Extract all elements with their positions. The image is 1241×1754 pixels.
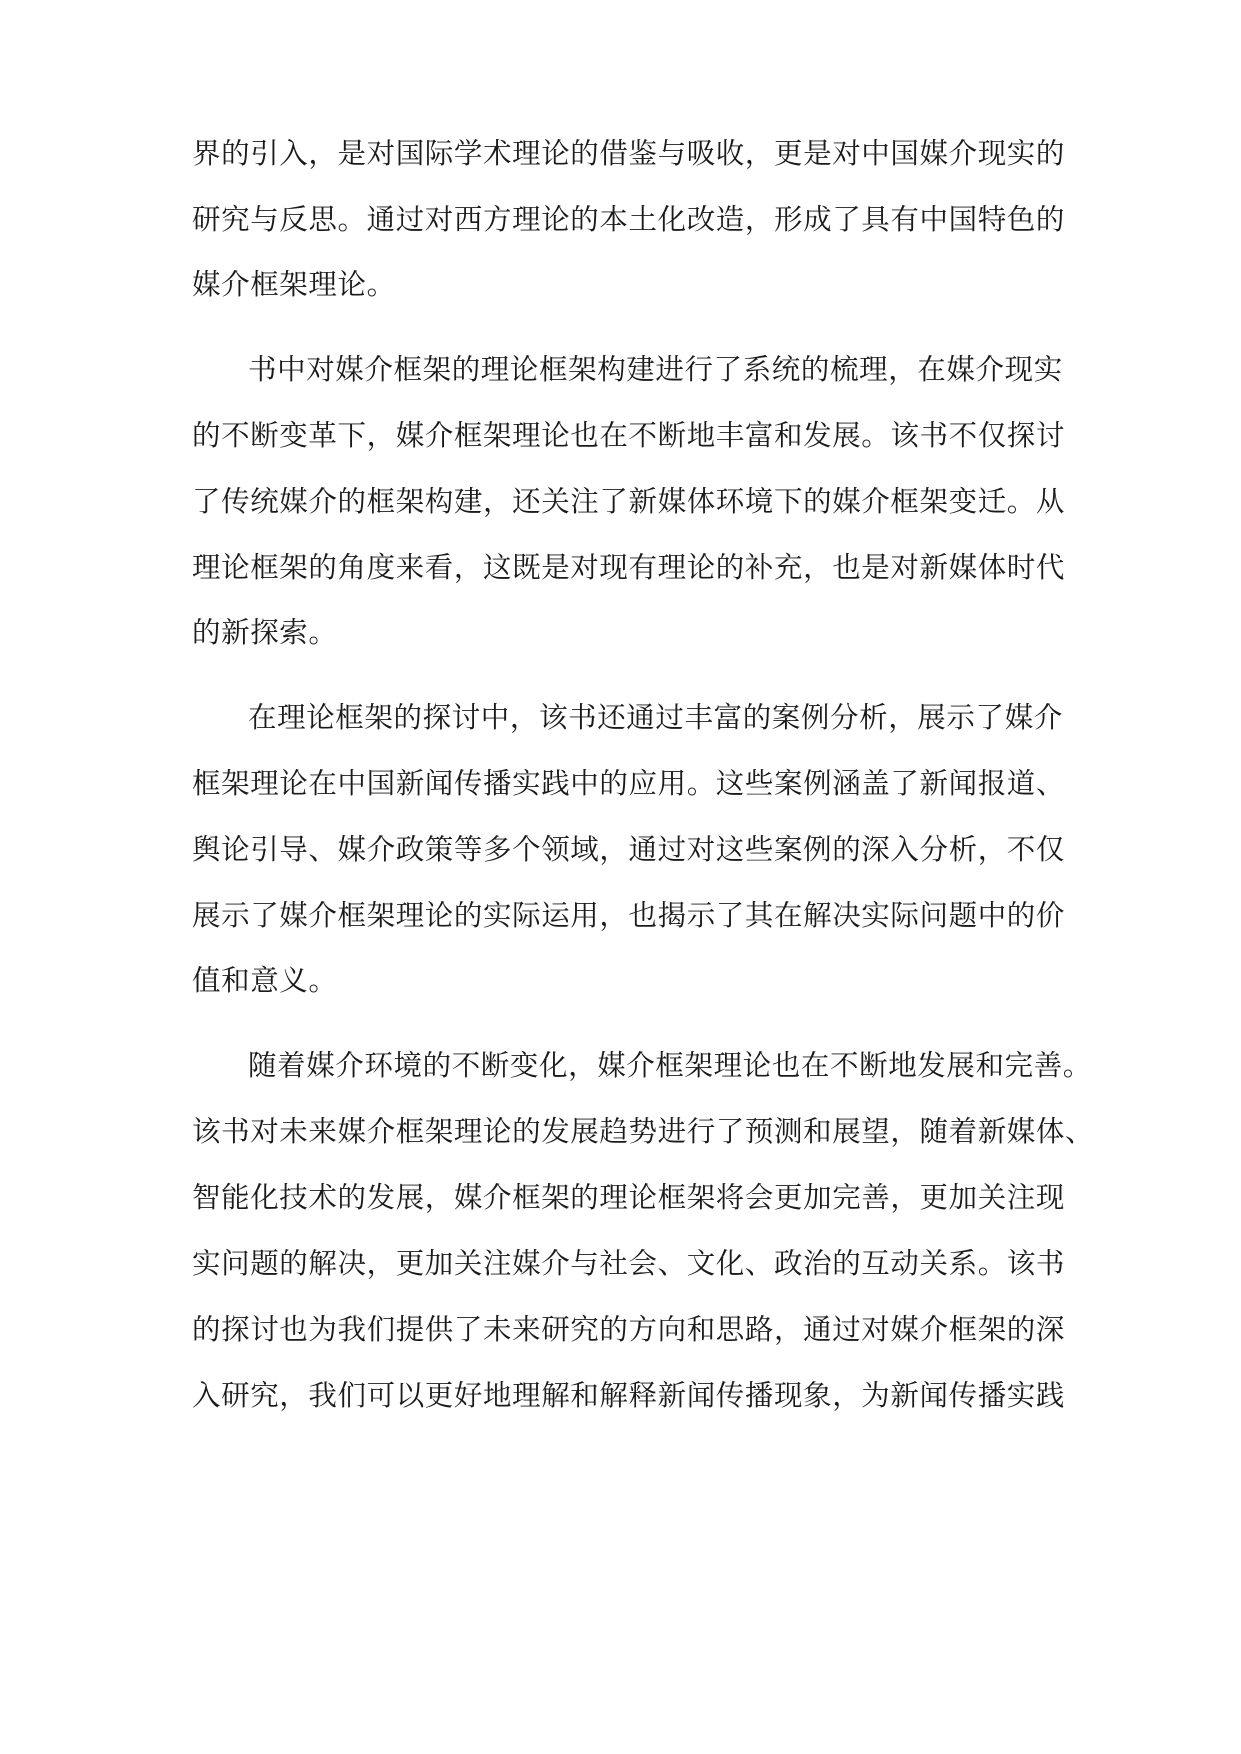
paragraph-1-line-3: 媒介框架理论。 (192, 268, 396, 301)
paragraph-2-line-5: 的新探索。 (192, 616, 338, 649)
paragraph-4-line-5: 的探讨也为我们提供了未来研究的方向和思路，通过对媒介框架的深 (192, 1313, 1066, 1346)
paragraph-2-line-2: 的不断变革下，媒介框架理论也在不断地丰富和发展。该书不仅探讨 (192, 419, 1066, 452)
paragraph-1-line-2: 研究与反思。通过对西方理论的本土化改造，形成了具有中国特色的 (192, 203, 1066, 236)
paragraph-2-line-3: 了传统媒介的框架构建，还关注了新媒体环境下的媒介框架变迁。从 (192, 485, 1066, 518)
paragraph-3-line-5: 值和意义。 (192, 964, 338, 997)
paragraph-4-line-3: 智能化技术的发展，媒介框架的理论框架将会更加完善，更加关注现 (192, 1181, 1066, 1214)
paragraph-3-line-4: 展示了媒介框架理论的实际运用，也揭示了其在解决实际问题中的价 (192, 899, 1066, 932)
paragraph-2-line-1: 书中对媒介框架的理论框架构建进行了系统的梳理，在媒介现实 (248, 353, 1063, 386)
paragraph-1-line-1: 界的引入，是对国际学术理论的借鉴与吸收，更是对中国媒介现实的 (192, 137, 1066, 170)
paragraph-4-line-4: 实问题的解决，更加关注媒介与社会、文化、政治的互动关系。该书 (192, 1247, 1066, 1280)
paragraph-3-line-3: 舆论引导、媒介政策等多个领域，通过对这些案例的深入分析，不仅 (192, 833, 1066, 866)
paragraph-4-line-1: 随着媒介环境的不断变化，媒介框架理论也在不断地发展和完善。 (248, 1049, 1092, 1082)
paragraph-3-line-1: 在理论框架的探讨中，该书还通过丰富的案例分析，展示了媒介 (248, 701, 1063, 734)
paragraph-2-line-4: 理论框架的角度来看，这既是对现有理论的补充，也是对新媒体时代 (192, 551, 1066, 584)
paragraph-4-line-2: 该书对未来媒介框架理论的发展趋势进行了预测和展望，随着新媒体、 (192, 1115, 1095, 1148)
paragraph-4-line-6: 入研究，我们可以更好地理解和解释新闻传播现象，为新闻传播实践 (192, 1379, 1066, 1412)
paragraph-3-line-2: 框架理论在中国新闻传播实践中的应用。这些案例涵盖了新闻报道、 (192, 767, 1066, 800)
